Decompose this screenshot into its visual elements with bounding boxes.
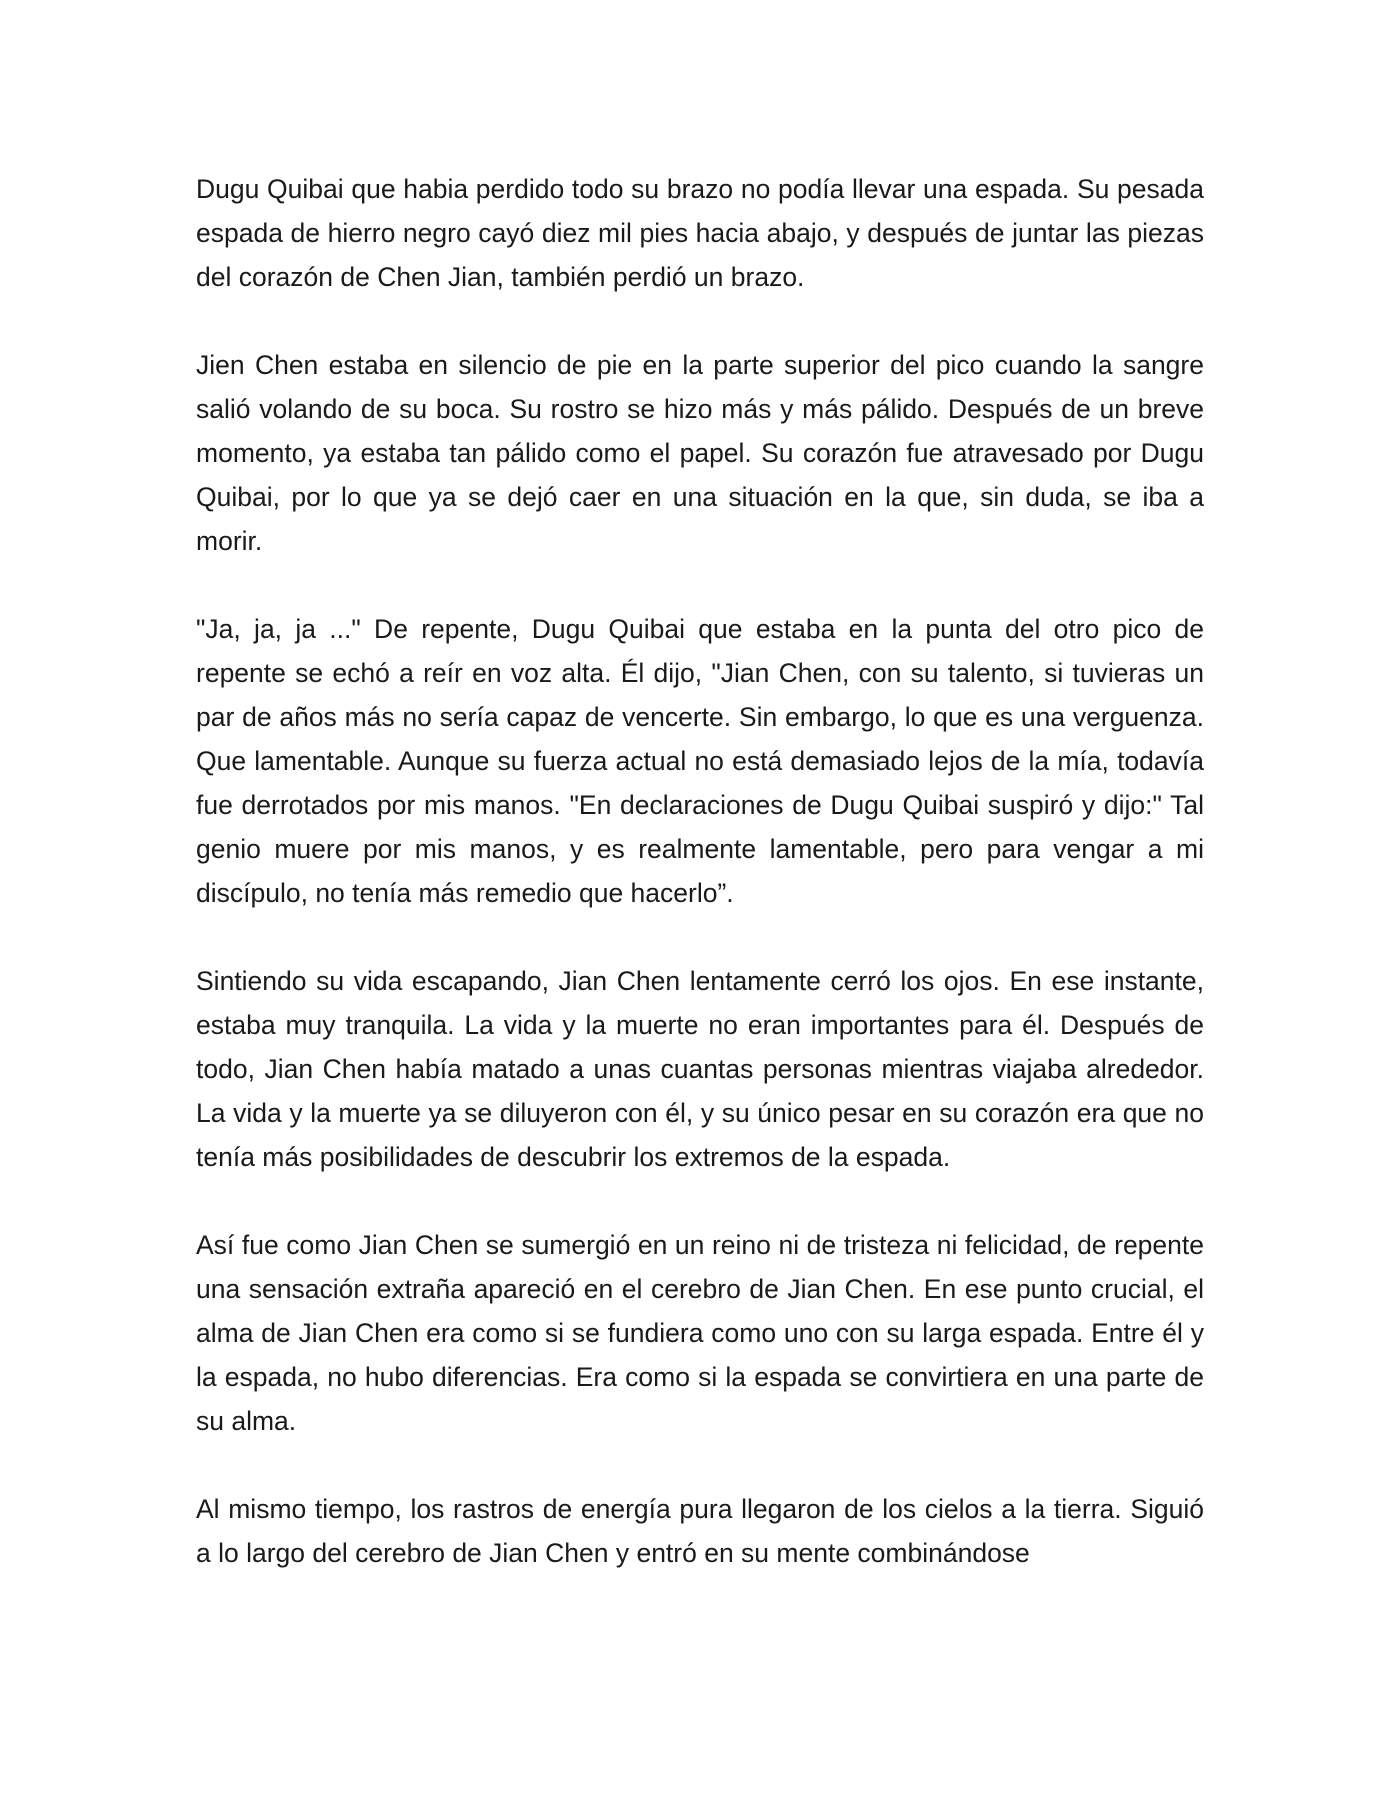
paragraph-4: Sintiendo su vida escapando, Jian Chen lentamente cerró los ojos. En ese instante, estaba muy tranquila. La vida y la muerte no eran importantes para él. Después de todo, Jian Chen había matado a unas cuantas personas mientras viajaba alrededor. La vida y la muerte ya se diluyeron con él, y su único pesar en su corazón era que no tenía más posibilidades de descubrir los extremos de la espada. bbox=[196, 966, 1204, 1172]
paragraph-1: Dugu Quibai que habia perdido todo su brazo no podía llevar una espada. Su pesada espada de hierro negro cayó diez mil pies hacia abajo, y después de juntar las piezas del corazón de Chen Jian, también perdió un brazo. bbox=[196, 174, 1204, 292]
paragraph-6: Al mismo tiempo, los rastros de energía pura llegaron de los cielos a la tierra. Siguió a lo largo del cerebro de Jian Chen y entró en su mente combinándose bbox=[196, 1494, 1204, 1568]
paragraph-2: Jien Chen estaba en silencio de pie en la parte superior del pico cuando la sangre salió volando de su boca. Su rostro se hizo más y más pálido. Después de un breve momento, ya estaba tan pálido como el papel. Su corazón fue atravesado por Dugu Quibai, por lo que ya se dejó caer en una situación en la que, sin duda, se iba a morir. bbox=[196, 350, 1204, 556]
document-body bbox=[196, 167, 1204, 1575]
paragraph-5: Así fue como Jian Chen se sumergió en un reino ni de tristeza ni felicidad, de repente una sensación extraña apareció en el cerebro de Jian Chen. En ese punto crucial, el alma de Jian Chen era como si se fundiera como uno con su larga espada. Entre él y la espada, no hubo diferencias. Era como si la espada se convirtiera en una parte de su alma. bbox=[196, 1230, 1204, 1436]
paragraph-3: "Ja, ja, ja ..." De repente, Dugu Quibai que estaba en la punta del otro pico de repente se echó a reír en voz alta. Él dijo, "Jian Chen, con su talento, si tuvieras un par de años más no sería capaz de vencerte. Sin embargo, lo que es una verguenza. Que lamentable. Aunque su fuerza actual no está demasiado lejos de la mía, todavía fue derrotados por mis manos. "En declaraciones de Dugu Quibai suspiró y dijo:" Tal genio muere por mis manos, y es realmente lamentable, pero para vengar a mi discípulo, no tenía más remedio que hacerlo”. bbox=[196, 614, 1204, 908]
